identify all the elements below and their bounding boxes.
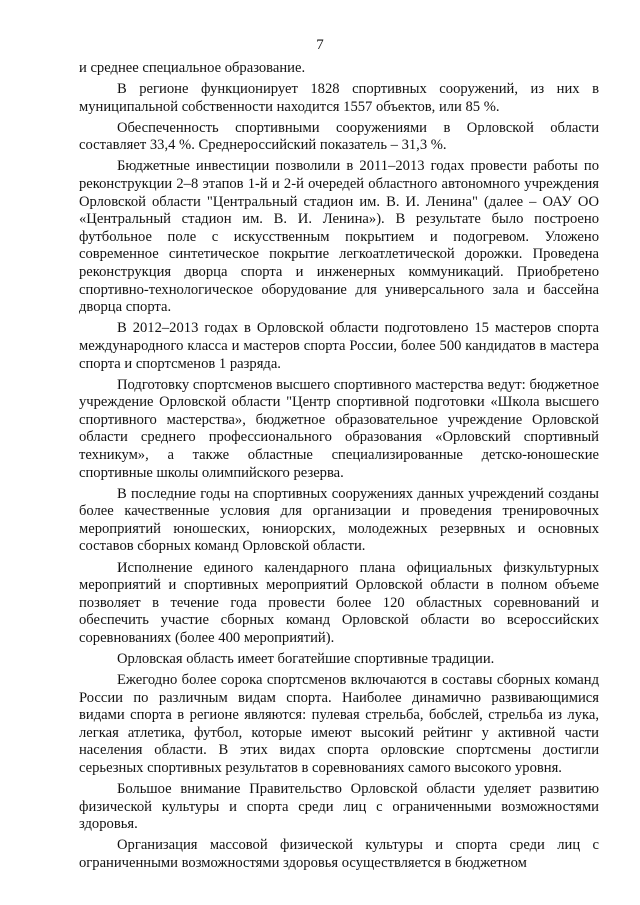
paragraph-national-teams: Ежегодно более сорока спортсменов включаются в составы сборных команд России по различным видам спорта. Наиболее динамично развивающимися видами спорта в регионе являются: пулевая стрельба, бобслей, стрельба из лука, легкая атлетика, футбол, которые имеют высокий рейтинг у активной части населения области. В этих видах спорта орловские спортсмены достигли серьезных спортивных результатов в соревнованиях самого высокого уровня. (79, 672, 599, 777)
paragraph-sports-facilities: В регионе функционирует 1828 спортивных сооружений, из них в муниципальной собственности находится 1557 объектов, или 85 %. (79, 81, 599, 115)
body-text (79, 60, 599, 876)
paragraph-disability-sport: Большое внимание Правительство Орловской области уделяет развитию физической культуры и спорта среди лиц с ограниченными возможностями здоровья. (79, 781, 599, 833)
paragraph-adaptive-sport-organization: Организация массовой физической культуры и спорта среди лиц с ограниченными возможностями здоровья осуществляется в бюджетном (79, 837, 599, 872)
paragraph-training-conditions: В последние годы на спортивных сооружениях данных учреждений созданы более качественные условия для организации и проведения тренировочных мероприятий юношеских, юниорских, молодежных резервных и основных составов сборных команд Орловской области. (79, 485, 599, 555)
paragraph-continuation: и среднее специальное образование. (79, 60, 306, 76)
paragraph-budget-investments: Бюджетные инвестиции позволили в 2011–2013 годах провести работы по реконструкции 2–8 этапов 1-й и 2-й очередей областного автономного учреждения Орловской области "Центральный стадион им. В. И. Ленина" (далее – ОАУ ОО «Центральный стадион им. В. И. Ленина»). В результате было построено футбольное поле с искусственным покрытием и подогревом. Уложено современное синтетическое покрытие легкоатлетической дорожки. Проведена реконструкция дворца спорта и инженерных коммуникаций. Приобретено спортивно-технологическое оборудование для универсального зала и бассейна дворца спорта. (79, 158, 599, 316)
paragraph-calendar-plan: Исполнение единого календарного плана официальных физкультурных мероприятий и спортивных мероприятий Орловской области в полном объеме позволяет в течение года провести более 120 областных соревнований и обеспечить участие сборных команд Орловской области во всероссийских соревнованиях (более 400 мероприятий). (79, 559, 599, 646)
paragraph-facility-provision: Обеспеченность спортивными сооружениями в Орловской области составляет 33,4 %. Среднероссийский показатель – 31,3 %. (79, 119, 599, 154)
paragraph-masters-of-sport: В 2012–2013 годах в Орловской области подготовлено 15 мастеров спорта международного класса и мастеров спорта России, более 500 кандидатов в мастера спорта и спортсменов 1 разряда. (79, 320, 599, 372)
paragraph-athlete-training: Подготовку спортсменов высшего спортивного мастерства ведут: бюджетное учреждение Орловской области "Центр спортивной подготовки «Школа высшего спортивного мастерства», бюджетное образовательное учреждение Орловской области среднего профессионального образования «Орловский спортивный техникум», а также областные специализированные детско-юношеские спортивные школы олимпийского резерва. (79, 376, 599, 481)
page-number: 7 (316, 37, 324, 53)
paragraph-sport-traditions: Орловская область имеет богатейшие спортивные традиции. (117, 651, 495, 667)
